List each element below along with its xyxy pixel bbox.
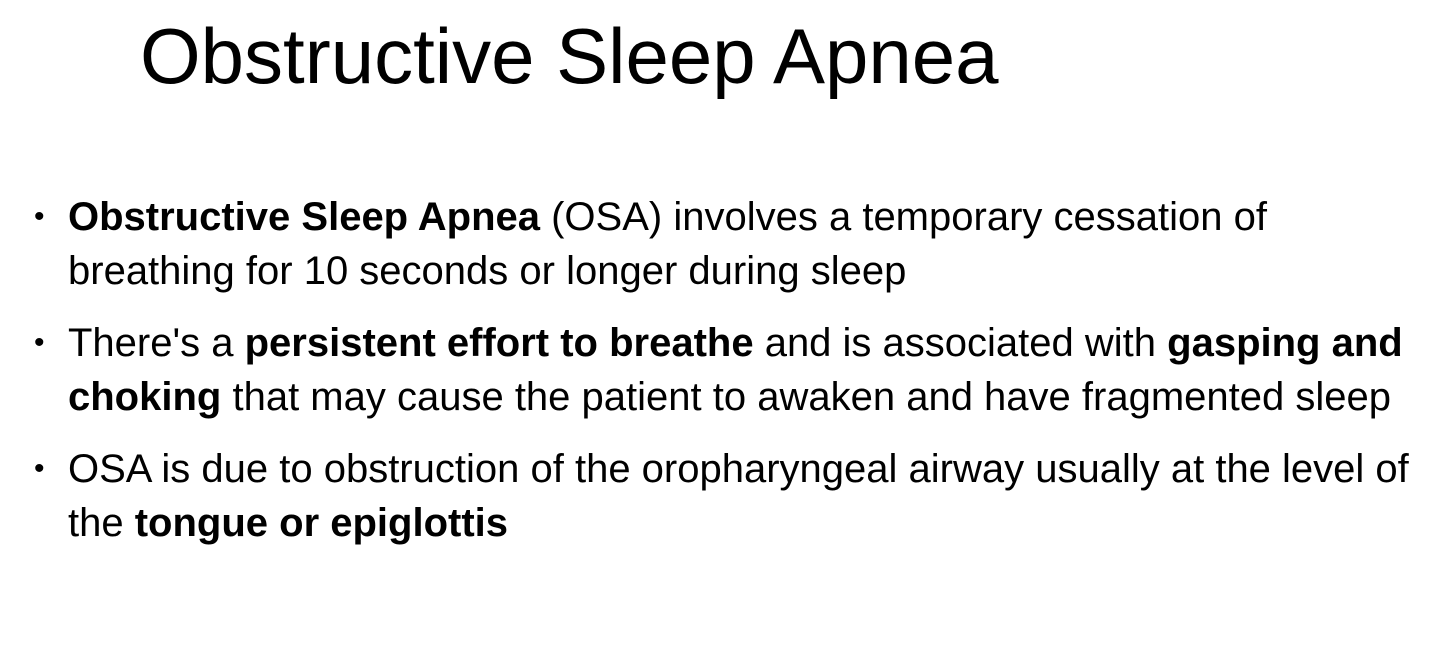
bullet-item (30, 190, 1415, 298)
bullet-text-bold: gasping and choking (68, 321, 1403, 419)
bullet-item (30, 316, 1415, 424)
bullet-text: and is associated with (753, 321, 1168, 365)
bullet-text-bold: Obstructive Sleep Apnea (68, 195, 540, 239)
bullet-list (30, 190, 1415, 568)
bullet-text: There's a (68, 321, 245, 365)
bullet-text: that may cause the patient to awaken and have fragmented sleep (221, 375, 1391, 419)
bullet-marker: • (34, 452, 45, 485)
bullet-item (30, 442, 1415, 550)
bullet-marker: • (34, 326, 45, 359)
bullet-marker: • (34, 200, 45, 233)
bullet-text-bold: tongue or epiglottis (134, 501, 509, 545)
bullet-text: (OSA) involves a temporary cessation of breathing for 10 seconds or longer during sleep (68, 195, 1267, 293)
bullet-text-bold: persistent effort to breathe (244, 321, 754, 365)
bullet-text: OSA is due to obstruction of the oropharyngeal airway usually at the level of the (68, 447, 1409, 545)
slide-title: Obstructive Sleep Apnea (140, 12, 999, 100)
